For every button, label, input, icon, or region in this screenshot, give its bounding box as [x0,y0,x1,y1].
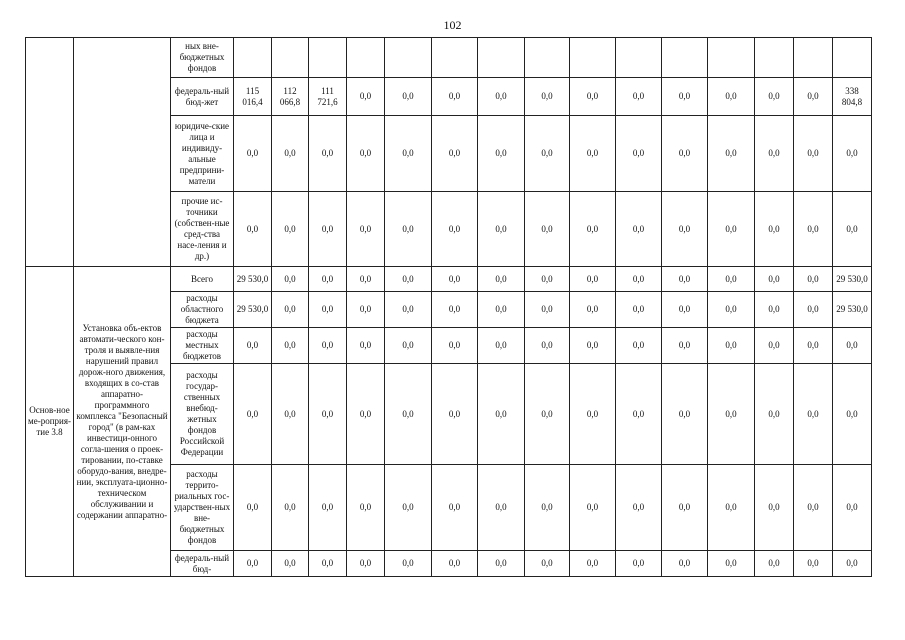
value-cell: 0,0 [570,192,616,267]
value-cell: 0,0 [525,292,570,328]
value-cell: 0,0 [432,267,478,292]
value-cell [662,38,708,78]
value-cell [755,38,794,78]
value-cell: 0,0 [570,364,616,465]
value-cell: 0,0 [755,78,794,116]
value-cell: 0,0 [525,364,570,465]
value-cell: 0,0 [272,192,309,267]
value-cell: 0,0 [478,364,525,465]
value-cell: 29 530,0 [833,267,872,292]
value-cell: 0,0 [432,116,478,192]
value-cell: 0,0 [234,328,272,364]
value-cell: 0,0 [347,364,385,465]
budget-table [25,37,872,577]
value-cell: 0,0 [570,267,616,292]
value-cell: 0,0 [272,465,309,551]
value-cell: 0,0 [347,551,385,577]
value-cell: 0,0 [432,551,478,577]
value-cell: 0,0 [478,328,525,364]
value-cell: 0,0 [234,465,272,551]
value-cell: 0,0 [794,328,833,364]
value-cell [833,38,872,78]
value-cell: 0,0 [755,364,794,465]
value-cell: 0,0 [662,551,708,577]
value-cell: 0,0 [794,267,833,292]
value-cell: 0,0 [794,192,833,267]
value-cell: 0,0 [525,328,570,364]
value-cell: 0,0 [794,78,833,116]
value-cell: 0,0 [478,465,525,551]
value-cell: 0,0 [616,267,662,292]
value-cell: 0,0 [309,116,347,192]
table-row [26,38,872,78]
empty-measure-cell [26,38,74,267]
value-cell: 0,0 [432,328,478,364]
value-cell: 0,0 [662,192,708,267]
value-cell: 0,0 [525,465,570,551]
value-cell: 0,0 [794,465,833,551]
value-cell: 0,0 [755,267,794,292]
value-cell: 0,0 [347,192,385,267]
table-row [26,267,872,292]
value-cell: 0,0 [432,192,478,267]
value-cell: 0,0 [432,465,478,551]
value-cell: 0,0 [755,116,794,192]
value-cell: 0,0 [616,465,662,551]
value-cell: 0,0 [347,328,385,364]
value-cell: 0,0 [570,465,616,551]
value-cell: 0,0 [309,192,347,267]
value-cell: 0,0 [570,292,616,328]
funding-source-cell: федераль-ный бюд- [171,551,234,577]
value-cell: 0,0 [755,292,794,328]
value-cell: 0,0 [478,551,525,577]
value-cell: 0,0 [708,292,755,328]
value-cell [478,38,525,78]
value-cell: 0,0 [478,267,525,292]
value-cell: 0,0 [272,551,309,577]
value-cell: 29 530,0 [234,267,272,292]
value-cell: 0,0 [478,292,525,328]
value-cell: 0,0 [385,192,432,267]
value-cell [347,38,385,78]
funding-source-cell: федераль-ный бюд-жет [171,78,234,116]
value-cell [385,38,432,78]
value-cell: 0,0 [309,328,347,364]
value-cell: 0,0 [570,328,616,364]
value-cell: 0,0 [309,364,347,465]
value-cell [570,38,616,78]
value-cell: 0,0 [708,328,755,364]
value-cell: 0,0 [755,328,794,364]
value-cell: 0,0 [385,551,432,577]
value-cell: 0,0 [385,328,432,364]
value-cell: 0,0 [708,116,755,192]
value-cell: 0,0 [347,116,385,192]
value-cell: 0,0 [272,116,309,192]
value-cell: 0,0 [833,364,872,465]
value-cell: 0,0 [708,364,755,465]
value-cell: 0,0 [385,116,432,192]
value-cell: 0,0 [385,364,432,465]
value-cell: 0,0 [309,292,347,328]
funding-source-cell: расходы террито-риальных гос-ударствен-ных вне-бюджетных фондов [171,465,234,551]
measure-description-cell: Установка объ-ектов автомати-ческого кон-троля и выявле-ния нарушений правил дорож-ного движения, входящих в со-став аппаратно-программного комплекса "Безопасный город" (в рам-ках инвестици-онного согла-шения о проек-тировании, по-ставке оборудо-вания, внедре-нии, эксплуата-ционно-техническом обслуживании и содержании аппаратно- [74,267,171,577]
value-cell: 0,0 [616,364,662,465]
value-cell: 0,0 [385,465,432,551]
value-cell: 0,0 [794,551,833,577]
value-cell: 0,0 [272,328,309,364]
value-cell: 0,0 [385,292,432,328]
funding-source-cell: прочие ис-точники (собствен-ные сред-ства насе-ления и др.) [171,192,234,267]
value-cell: 0,0 [570,116,616,192]
value-cell: 0,0 [385,78,432,116]
value-cell [432,38,478,78]
funding-source-cell: юридиче-ские лица и индивиду-альные предприни-матели [171,116,234,192]
value-cell: 0,0 [478,116,525,192]
value-cell: 0,0 [755,551,794,577]
value-cell: 0,0 [833,551,872,577]
value-cell: 29 530,0 [234,292,272,328]
value-cell: 0,0 [616,116,662,192]
value-cell: 0,0 [616,292,662,328]
value-cell: 0,0 [272,292,309,328]
value-cell: 0,0 [708,192,755,267]
value-cell: 0,0 [525,192,570,267]
value-cell: 0,0 [708,551,755,577]
value-cell: 0,0 [794,364,833,465]
value-cell: 0,0 [385,267,432,292]
value-cell: 0,0 [309,267,347,292]
value-cell: 0,0 [478,78,525,116]
value-cell: 338 804,8 [833,78,872,116]
value-cell: 0,0 [432,78,478,116]
value-cell: 0,0 [309,465,347,551]
value-cell [234,38,272,78]
value-cell: 0,0 [525,78,570,116]
value-cell: 0,0 [833,192,872,267]
funding-source-cell: расходы областного бюджета [171,292,234,328]
value-cell: 111 721,6 [309,78,347,116]
value-cell: 0,0 [662,78,708,116]
funding-source-cell: расходы местных бюджетов [171,328,234,364]
value-cell: 0,0 [662,465,708,551]
value-cell [616,38,662,78]
value-cell: 0,0 [833,465,872,551]
value-cell: 0,0 [309,551,347,577]
value-cell: 0,0 [570,551,616,577]
page-number: 102 [443,18,462,32]
value-cell: 0,0 [794,116,833,192]
value-cell: 0,0 [616,192,662,267]
funding-source-cell: Всего [171,267,234,292]
value-cell: 0,0 [708,78,755,116]
measure-label-cell: Основ-ное ме-роприя-тие 3.8 [26,267,74,577]
value-cell: 0,0 [234,551,272,577]
value-cell: 0,0 [662,292,708,328]
value-cell: 0,0 [347,78,385,116]
value-cell: 0,0 [272,267,309,292]
value-cell: 0,0 [234,364,272,465]
value-cell: 0,0 [708,267,755,292]
value-cell: 0,0 [478,192,525,267]
value-cell: 0,0 [755,192,794,267]
value-cell: 0,0 [662,328,708,364]
value-cell: 0,0 [833,116,872,192]
value-cell: 0,0 [570,78,616,116]
value-cell: 0,0 [616,328,662,364]
empty-description-cell [74,38,171,267]
value-cell: 0,0 [234,192,272,267]
value-cell: 0,0 [662,116,708,192]
value-cell: 0,0 [432,292,478,328]
value-cell: 0,0 [616,78,662,116]
funding-source-cell: расходы государ-ственных внебюд-жетных фондов Российской Федерации [171,364,234,465]
value-cell [309,38,347,78]
value-cell: 0,0 [347,465,385,551]
value-cell: 112 066,8 [272,78,309,116]
value-cell: 0,0 [525,551,570,577]
value-cell: 0,0 [347,267,385,292]
table-body [26,38,872,577]
value-cell: 0,0 [794,292,833,328]
value-cell: 0,0 [662,267,708,292]
value-cell: 0,0 [662,364,708,465]
value-cell [708,38,755,78]
value-cell: 0,0 [234,116,272,192]
value-cell: 0,0 [272,364,309,465]
value-cell: 0,0 [708,465,755,551]
value-cell: 29 530,0 [833,292,872,328]
value-cell [525,38,570,78]
value-cell [272,38,309,78]
funding-source-cell: ных вне-бюджетных фондов [171,38,234,78]
value-cell: 0,0 [347,292,385,328]
value-cell [794,38,833,78]
value-cell: 0,0 [616,551,662,577]
value-cell: 0,0 [525,267,570,292]
value-cell: 115 016,4 [234,78,272,116]
value-cell: 0,0 [432,364,478,465]
value-cell: 0,0 [833,328,872,364]
value-cell: 0,0 [525,116,570,192]
value-cell: 0,0 [755,465,794,551]
